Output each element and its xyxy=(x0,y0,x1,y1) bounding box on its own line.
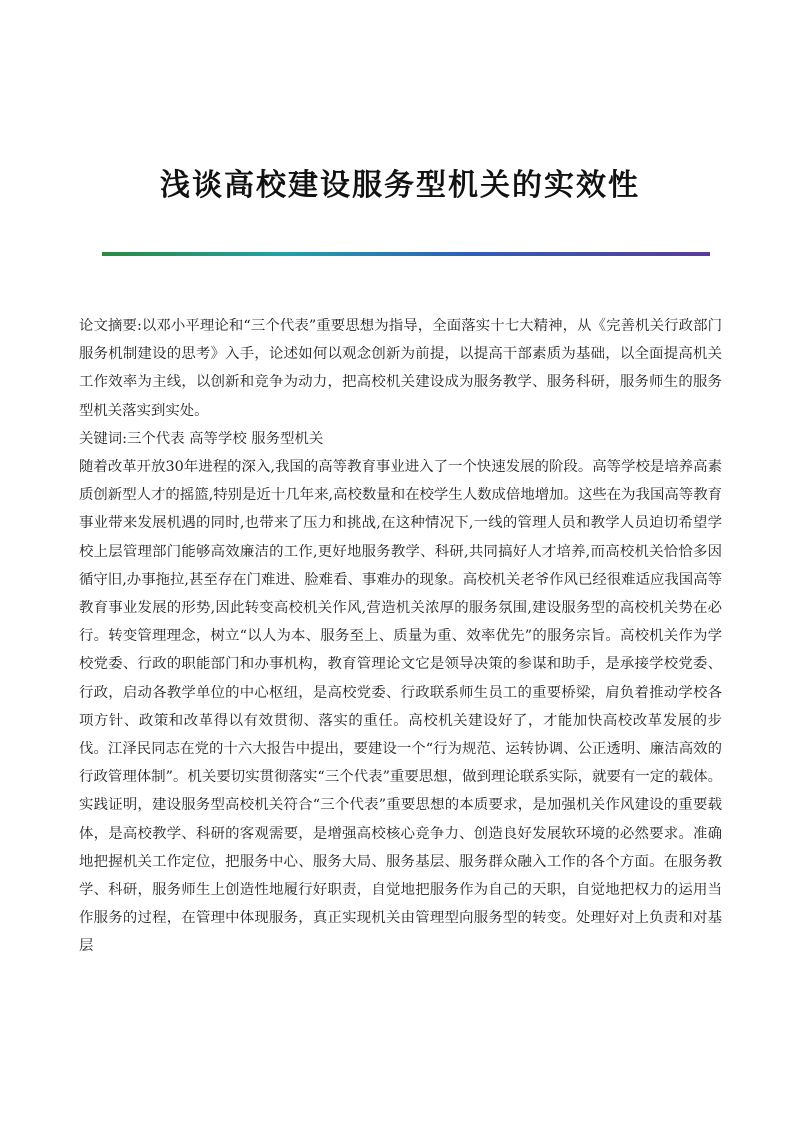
document-title: 浅谈高校建设服务型机关的实效性 xyxy=(160,168,640,203)
keywords-line: 关键词:三个代表 高等学校 服务型机关 xyxy=(79,430,324,447)
document-body xyxy=(79,312,722,961)
title-divider xyxy=(102,252,710,256)
abstract-paragraph: 论文摘要:以邓小平理论和“三个代表”重要思想为指导，全面落实十七大精神，从《完善机关行政部门服务机制建设的思考》入手，论述如何以观念创新为前提，以提高干部素质为基础，以全面提高机关工作效率为主线，以创新和竞争为动力，把高校机关建设成为服务教学、服务科研，服务师生的服务型机关落实到实处。 xyxy=(79,318,722,419)
body-paragraph: 随着改革开放30年进程的深入,我国的高等教育事业进入了一个快速发展的阶段。高等学校是培养高素质创新型人才的摇篮,特别是近十几年来,高校数量和在校学生人数成倍地增加。这些在为我国高等教育事业带来发展机遇的同时,也带来了压力和挑战,在这种情况下,一线的管理人员和教学人员迫切希望学校上层管理部门能够高效廉洁的工作,更好地服务教学、科研,共同搞好人才培养,而高校机关恰恰多因循守旧,办事拖拉,甚至存在门难进、脸难看、事难办的现象。高校机关老爷作风已经很难适应我国高等教育事业发展的形势,因此转变高校机关作风,营造机关浓厚的服务氛围,建设服务型的高校机关势在必行。转变管理理念，树立“以人为本、服务至上、质量为重、效率优先”的服务宗旨。高校机关作为学校党委、行政的职能部门和办事机构，教育管理论文它是领导决策的参谋和助手，是承接学校党委、行政，启动各教学单位的中心枢纽，是高校党委、行政联系师生员工的重要桥梁，肩负着推动学校各项方针、政策和改革得以有效贯彻、落实的重任。高校机关建设好了，才能加快高校改革发展的步伐。江泽民同志在党的十六大报告中提出，要建设一个“行为规范、运转协调、公正透明、廉洁高效的行政管理体制”。机关要切实贯彻落实“三个代表”重要思想，做到理论联系实际，就要有一定的载体。实践证明，建设服务型高校机关符合“三个代表”重要思想的本质要求，是加强机关作风建设的重要载体，是高校教学、科研的客观需要，是增强高校核心竞争力、创造良好发展软环境的必然要求。准确地把握机关工作定位，把服务中心、服务大局、服务基层、服务群众融入工作的各个方面。在服务教学、科研，服务师生上创造性地履行好职责，自觉地把服务作为自己的天职，自觉地把权力的运用当作服务的过程，在管理中体现服务，真正实现机关由管理型向服务型的转变。处理好对上负责和对基层 xyxy=(79,459,722,955)
